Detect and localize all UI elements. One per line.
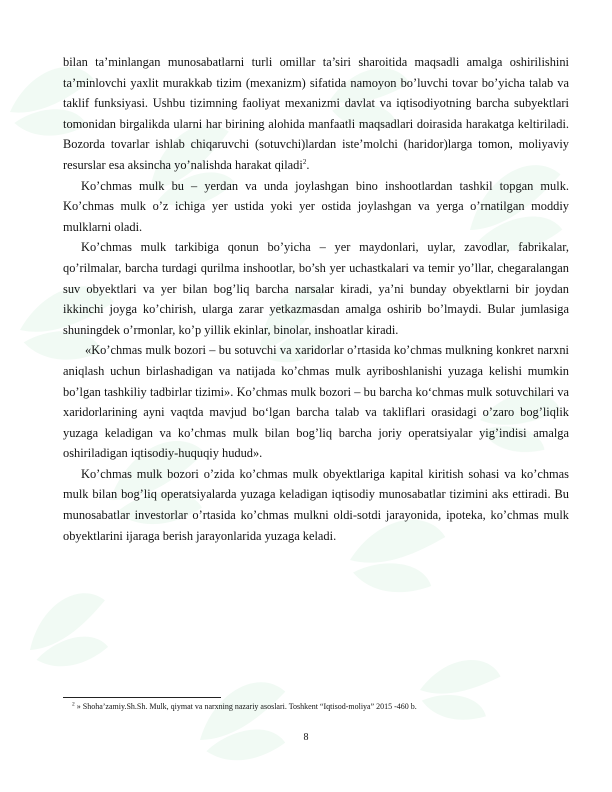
paragraph-1: bilan ta’minlangan munosabatlarni turli omillar ta’siri sharoitida maqsadli amalga oshirilishini ta’minlovchi yaxlit murakkab tizim (mexanizm) sifatida namoyon bo’luvchi tovar bo’yicha talab va taklif funksiyasi. Ushbu tizimning faoliyat mexanizmi davlat va iqtisodiyotning barcha subyektlari tomonidan birgalikda ularni har birining alohida manfaatli maqsadlari doirasida harakatga keltiriladi. Bozorda tovarlar ishlab chiqaruvchi (sotuvchi)lardan iste’molchi (haridor)larga tomon, moliyaviy resurslar esa aksincha yo’nalishda harakat qiladi$^2$.: [63, 55, 569, 172]
page-number: 8: [303, 732, 309, 743]
document-body: [63, 52, 569, 546]
footnote-marker: 2: [72, 701, 75, 708]
paragraph-3: Ko’chmas mulk tarkibiga qonun bo’yicha – yer maydonlari, uylar, zavodlar, fabrikalar, qo’rilmalar, barcha turdagi qurilma inshootlar, bo’sh yer uchastkalari va temir yo’llar, chegaralangan suv obyektlari va yer bilan bog’liq barcha narsalar kiradi, ya’ni bunday obyektlarni bir joydan ikkinchi joyga ko’chirish, ularga zarar yetkazmasdan amalga oshirib bo’lmaydi. Bular jumlasiga shuningdek o’rmonlar, ko’p yillik ekinlar, binolar, inshoatlar kiradi.: [63, 240, 569, 337]
footnote: [72, 702, 572, 712]
footnote-divider: [63, 697, 221, 698]
paragraph-4: «Ko’chmas mulk bozori – bu sotuvchi va xaridorlar o’rtasida ko’chmas mulkning konkret narxni aniqlash uchun birlashadigan va natijada ko’chmas mulk ayriboshlanishi yuzaga kelishi mumkin bo’lgan tashkiliy tadbirlar tizimi». Ko’chmas mulk bozori – bu barcha ko‘chmas mulk sotuvchilari va xaridorlarining ayni vaqtda mavjud bo‘lgan barcha talab va takliflari orasidagi o’zaro bog’liqlik yuzaga keladigan va ko’chmas mulk bilan bog’liq barcha joriy operatsiyalar yig’indisi amalga oshiriladigan iqtisodiy-huquqiy hudud».: [63, 343, 569, 461]
footnote-reference[interactable]: 2: [302, 157, 307, 166]
paragraph-2: Ko’chmas mulk bu – yerdan va unda joylashgan bino inshootlardan tashkil topgan mulk. Ko’chmas mulk o’z ichiga yer ustida yoki yer ostida joylashgan va yerga o’rnatilgan moddiy mulklarni oladi.: [63, 178, 569, 234]
paragraph-5: Ko’chmas mulk bozori o’zida ko’chmas mulk obyektlariga kapital kiritish sohasi va ko’chmas mulk bilan bog’liq operatsiyalarda yuzaga keladigan iqtisodiy munosabatlar tizimini aks ettiradi. Bu munosabatlar investorlar o’rtasida ko’chmas mulkni oldi-sotdi jarayonida, ipoteka, ko’chmas mulk obyektlarini ijaraga berish jarayonlarida yuzaga keladi.: [63, 466, 569, 543]
footnote-text: » Shoha’zamiy.Sh.Sh. Mulk, qiymat va narxning nazariy asoslari. Toshkent “Iqtisod-moliya” 2015 -460 b.: [74, 702, 417, 711]
